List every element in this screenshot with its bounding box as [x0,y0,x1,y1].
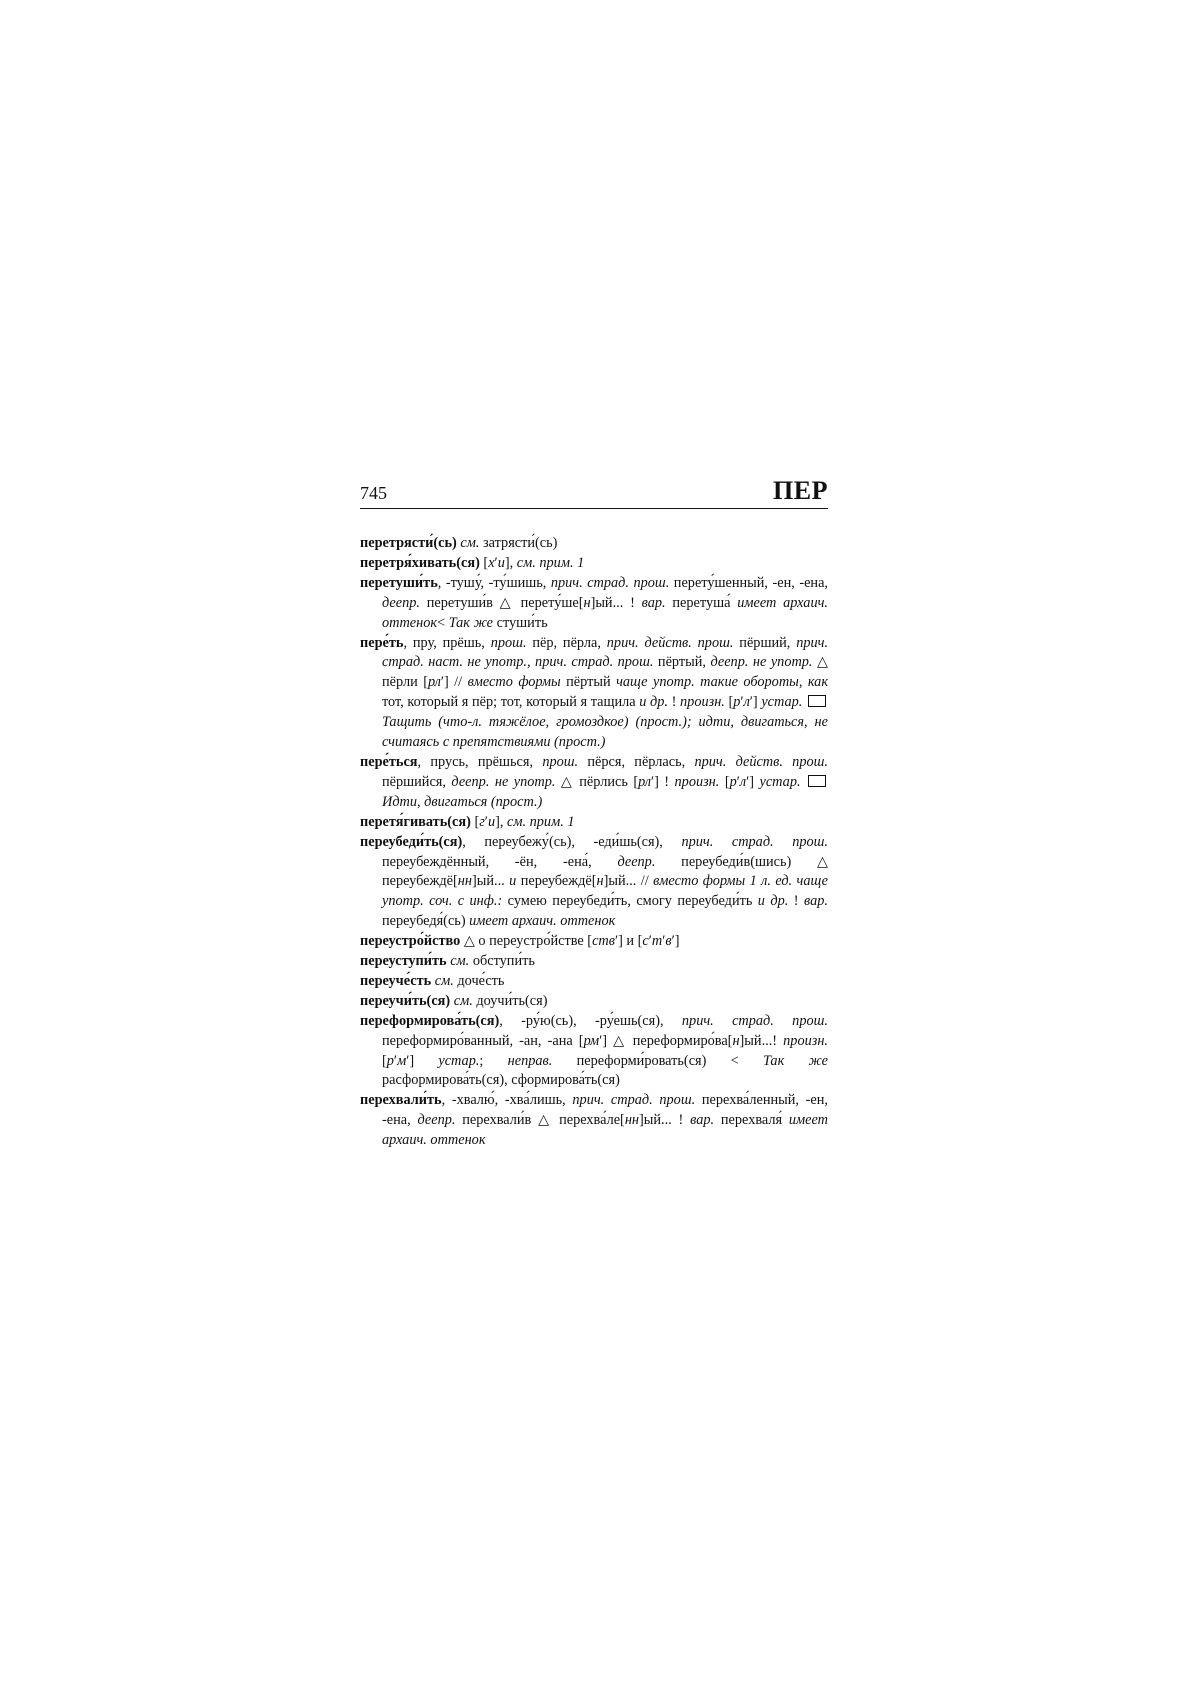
dictionary-entry: переуступи́ть см. обступи́ть [360,953,535,970]
dictionary-entry: переубеди́ть(ся), переубежу́(сь), -еди́шь(ся), прич. страд. прош. переубеждённый, -ён, -ена́, деепр. переубеди́в(шись) △ переубеждё[нн]ый... и переубеждё[н]ый... // вместо формы 1 л. ед. чаще употр. соч. с инф.: сумею переубеди́ть, смогу переубеди́ть и др. ! вар. переубедя́(сь) имеет архаич. оттенок [360,833,829,930]
dictionary-entry: перетря́хивать(ся) [хʹи], см. прим. 1 [360,554,585,571]
dictionary-entry: переуче́сть см. доче́сть [360,972,505,989]
dictionary-entry: переформирова́ть(ся), -ру́ю(сь), -ру́ешь(ся), прич. страд. прош. переформиро́ванный, -ан, -ана [рмʹ] △ переформиро́ва[н]ый...! произн. [рʹмʹ] устар.; неправ. переформи́ровать(ся) < Так же расформирова́ть(ся), сформирова́ть(ся) [360,1012,829,1089]
page-header [360,474,828,509]
dictionary-entry: пере́ть, пру, прёшь, прош. пёр, пёрла, прич. действ. прош. пёрший, прич. страд. наст. не употр., прич. страд. прош. пёртый, деепр. не употр. △ пёрли [рлʹ] // вместо формы пёртый чаще употр. такие обороты, как тот, который я пёр; тот, который я тащила и др. ! произн. [рʹлʹ] устар. Тащить (что-л. тяжёлое, громоздкое) (прост.); идти, двигаться, не считаясь с препятствиями (прост.) [360,634,829,751]
dictionary-entry: переучи́ть(ся) см. доучи́ть(ся) [360,992,548,1009]
dictionary-entry: перетуши́ть, -тушу́, -ту́шишь, прич. страд. прош. перету́шенный, -ен, -ена, деепр. перетуши́в △ перету́ше[н]ый... ! вар. перетуша́ имеет архаич. оттенок< Так же стуши́ть [360,574,828,631]
dictionary-entry: переустро́йство △ о переустро́йстве [ствʹ] и [сʹтʹвʹ] [360,933,680,950]
dictionary-entry: перетя́гивать(ся) [гʹи], см. прим. 1 [360,813,575,830]
dictionary-entry: перетрясти́(сь) см. затрясти́(сь) [360,535,558,551]
page-number: 745 [360,483,387,503]
dictionary-entry: перехвали́ть, -хвалю́, -хва́лишь, прич. страд. прош. перехва́ленный, -ен, -ена, деепр. перехвали́в △ перехва́ле[нн]ый... ! вар. перехваля́ имеет архаич. оттенок [360,1092,829,1149]
dictionary-entry: пере́ться, прусь, прёшься, прош. пёрся, пёрлась, прич. действ. прош. пёршийся, деепр. не употр. △ пёрлись [рлʹ] ! произн. [рʹлʹ] устар. Идти, двигаться (прост.) [360,753,828,810]
running-head: ПЕР [773,476,828,505]
dictionary-entries [360,534,828,1151]
